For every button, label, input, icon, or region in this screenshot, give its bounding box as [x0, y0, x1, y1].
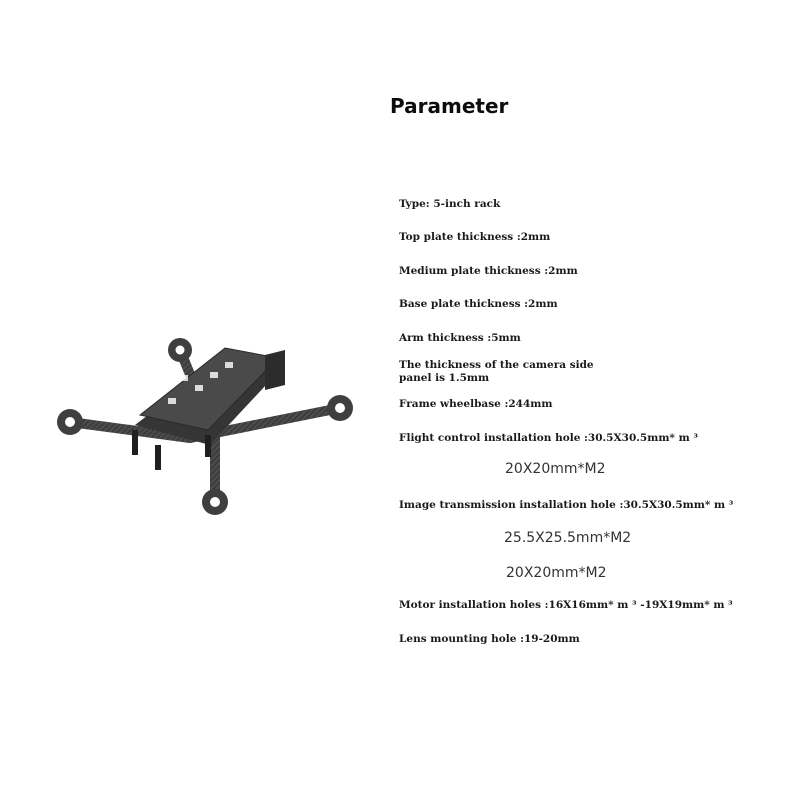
spec-image-transmission-alt-2: 20X20mm*M2	[506, 565, 607, 581]
page-title: Parameter	[390, 94, 509, 118]
spec-camera-panel: The thickness of the camera side panel is 1.5mm	[399, 359, 594, 384]
spec-wheelbase: Frame wheelbase :244mm	[399, 398, 553, 410]
drone-frame-image	[40, 330, 360, 530]
spec-top-plate: Top plate thickness :2mm	[399, 231, 551, 243]
spec-arm: Arm thickness :5mm	[399, 332, 521, 344]
spec-medium-plate: Medium plate thickness :2mm	[399, 265, 578, 277]
spec-motor-holes: Motor installation holes :16X16mm* m ³ -19X19mm* m ³	[399, 599, 733, 611]
spec-flight-control-hole: Flight control installation hole :30.5X30.5mm* m ³	[399, 432, 698, 444]
spec-image-transmission-hole: Image transmission installation hole :30.5X30.5mm* m ³	[399, 499, 734, 511]
spec-lens-hole: Lens mounting hole :19-20mm	[399, 633, 580, 645]
spec-image-transmission-alt-1: 25.5X25.5mm*M2	[504, 530, 632, 546]
spec-flight-control-alt: 20X20mm*M2	[505, 461, 606, 477]
spec-type: Type: 5-inch rack	[399, 198, 501, 210]
spec-base-plate: Base plate thickness :2mm	[399, 298, 558, 310]
